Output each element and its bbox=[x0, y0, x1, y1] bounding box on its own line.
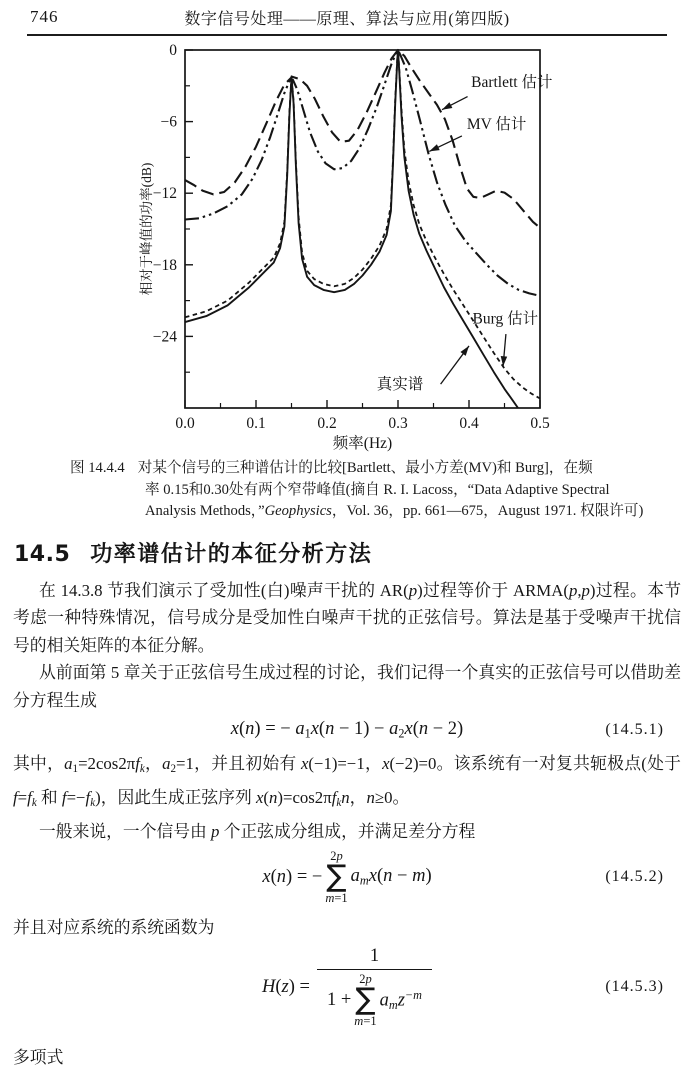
header-rule bbox=[27, 34, 667, 36]
fraction-numerator: 1 bbox=[369, 946, 380, 967]
equation-body: x(n) = − $a_1x(n - 1) - a_2x(n - 2)$ bbox=[230, 719, 464, 741]
figure-caption bbox=[70, 458, 694, 523]
x-tick-label: 0.2 bbox=[317, 415, 337, 432]
y-axis-label: 相对于峰值的功率(dB) bbox=[139, 162, 154, 296]
paragraph: 从前面第 5 章关于正弦信号生成过程的讨论，我们记得一个真实的正弦信号可以借助差分方程生成 bbox=[13, 663, 681, 710]
sigma-symbol: ∑ bbox=[326, 859, 347, 895]
series-short-dash bbox=[185, 50, 540, 399]
paragraph: 在 14.3.8 节我们演示了受加性(白)噪声干扰的 AR(p)过程等价于 ARMA(p,p)过程。本节考虑一种特殊情况，信号成分是受加性白噪声干扰的正弦信号。算法是基于受噪声干扰信号的相关矩阵的本征分解。 bbox=[13, 580, 681, 655]
equation-14-5-1 bbox=[0, 719, 694, 741]
y-tick-label: 0 bbox=[169, 42, 177, 59]
sum-upper-limit: 2p bbox=[330, 849, 343, 864]
figure-caption-text: 对某个信号的三种谱估计的比较[Bartlett、最小方差(MV)和 Burg]，在频 bbox=[137, 460, 593, 476]
y-tick-label: −24 bbox=[152, 328, 177, 346]
annotation-arrowhead bbox=[429, 144, 440, 151]
sum-lower-limit: m=1 bbox=[325, 890, 348, 905]
paragraph: 其中，$a_1=2\cos 2\pi f_k$，$a_2=1$，并且初始有 x(−1)=−1，x(−2)=0。该系统有一对复共轭极点(处于 $f=f_k$ 和 $f=-f_k$)，因此生成正弦序列 $x(n)=\cos 2\pi f_kn$，n≥0。 bbox=[13, 754, 681, 810]
annotation-arrowhead bbox=[442, 102, 452, 110]
curve-label: Bartlett 估计 bbox=[471, 73, 553, 91]
page-header bbox=[0, 0, 694, 31]
y-tick-label: −6 bbox=[160, 113, 177, 131]
body-text-block bbox=[13, 750, 681, 845]
x-tick-label: 0.1 bbox=[246, 415, 266, 432]
summation bbox=[354, 973, 376, 1028]
body-text-block bbox=[13, 577, 681, 715]
sigma-symbol: ∑ bbox=[355, 982, 376, 1018]
equation-14-5-2 bbox=[0, 850, 694, 905]
curve-label: MV 估计 bbox=[466, 115, 527, 133]
denominator-prefix: 1 + bbox=[326, 990, 352, 1011]
y-tick-label: −18 bbox=[152, 256, 177, 274]
sum-upper-limit: 2p bbox=[359, 972, 372, 987]
section-heading bbox=[14, 537, 694, 568]
equation-number: (14.5.1) bbox=[605, 721, 664, 739]
equation-14-5-3 bbox=[0, 946, 694, 1028]
denominator-suffix: $a_mz^{-m}$ bbox=[379, 988, 422, 1013]
fraction-denominator bbox=[317, 969, 432, 1028]
plot-frame bbox=[185, 50, 540, 408]
page-number: 746 bbox=[30, 7, 59, 26]
y-tick-label: −12 bbox=[152, 185, 177, 203]
equation-number: (14.5.2) bbox=[605, 868, 664, 886]
equation-lhs: H(z) = bbox=[262, 976, 310, 997]
curve-label: Burg 估计 bbox=[472, 310, 539, 328]
x-tick-label: 0.3 bbox=[388, 415, 408, 432]
body-text-block bbox=[13, 1044, 681, 1072]
figure-caption-line: Analysis Methods，”Geophysics，Vol. 36，pp. 661—675，August 1971. 权限许可) bbox=[145, 503, 644, 519]
curve-label: 真实谱 bbox=[376, 375, 424, 393]
equation-rhs: $a_mx(n - m)$ bbox=[350, 866, 432, 888]
figure-caption-line: 率 0.15和0.30处有两个窄带峰值(摘自 R. I. Lacoss，“Data Adaptive Spectral bbox=[145, 481, 610, 498]
x-tick-label: 0.5 bbox=[530, 415, 550, 432]
sum-lower-limit: m=1 bbox=[354, 1013, 377, 1028]
x-tick-label: 0.4 bbox=[459, 415, 479, 432]
paragraph: 并且对应系统的系统函数为 bbox=[13, 917, 215, 937]
figure-caption-label: 图 14.4.4 bbox=[70, 460, 125, 476]
equation-body bbox=[262, 850, 431, 905]
figure-caption-line bbox=[70, 458, 694, 480]
book-title: 数字信号处理——原理、算法与应用(第四版) bbox=[184, 11, 510, 28]
annotation-arrowhead bbox=[460, 346, 469, 356]
paragraph: 多项式 bbox=[13, 1048, 64, 1068]
section-number: 14.5 bbox=[14, 541, 71, 567]
series-solid bbox=[185, 50, 518, 408]
body-text-block bbox=[13, 914, 681, 942]
x-axis-label: 频率(Hz) bbox=[332, 435, 393, 452]
section-title: 功率谱估计的本征分析方法 bbox=[90, 541, 373, 567]
summation bbox=[325, 850, 347, 905]
paragraph: 一般来说，一个信号由 p 个正弦成分组成，并满足差分方程 bbox=[39, 821, 476, 841]
equation-number: (14.5.3) bbox=[605, 978, 664, 996]
fraction bbox=[317, 946, 432, 1028]
x-tick-label: 0.0 bbox=[175, 415, 195, 432]
equation-lhs: x(n) = − bbox=[262, 866, 323, 887]
equation-body bbox=[262, 946, 432, 1028]
figure-14-4-4 bbox=[0, 38, 694, 523]
spectral-comparison-chart bbox=[0, 38, 694, 454]
